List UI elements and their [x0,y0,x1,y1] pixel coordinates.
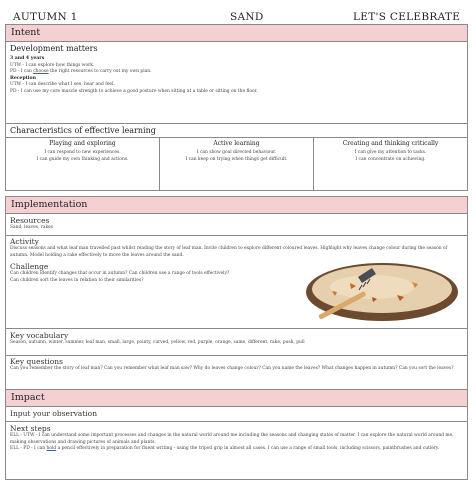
dm-utw-3-4: UTW - I can explore how things work. [10,62,95,68]
col-line: I can show goal directed behaviour. [196,150,277,155]
col-line: I can respond to new experiences. [44,150,121,155]
col-heading: Active learning [213,140,260,147]
topic-label: SAND [230,11,264,23]
vocabulary-text: Season, autumn, winter, summer, leaf man, small, large, pointy, curved, yellow, red, purple, orange, same, different, rake, push, pull [10,340,305,345]
resources-block [6,214,467,236]
characteristics-of-learning [6,124,467,190]
next-step-utw: ELL - UTW - I can understand some important processes and changes in the natural world around me including the seasons and changing states of matter. I can explore the natural world around me, making observations and drawing pictures of animals and plants. [10,433,454,445]
next-step-pd-prefix: ELL - PD - I can [10,446,47,451]
intent-section [5,24,468,191]
col-creating-thinking [314,138,467,190]
activity-block [6,236,467,329]
col-active-learning [160,138,314,190]
activity-text: Discuss seasons and what leaf man travelled past whilst reading the story of leaf man. Invite children to explore different coloured leaves. Highlight why leaves change colour during the season of autumn. Model holding a rake effectively to move the leaves around the sand. [10,246,448,258]
vocabulary-block [6,329,467,356]
characteristics-columns [6,137,467,190]
col-playing-exploring [6,138,160,190]
col-line: I can give my attention to tasks. [354,150,427,155]
intent-heading: Intent [6,25,467,42]
questions-text: Can you remember the story of leaf man? Can you remember what leaf man saw? Why do leaves change colour? Can you name the leaves? What changes happen in autumn? Can you sort the leaves? [10,366,454,371]
age-group-3-4: 3 and 4 years [10,56,45,61]
dm-pd-suffix: the right resources to carry out my own plan. [48,69,152,74]
underlined-word: hold [46,446,57,451]
challenge-q2: Can children sort the leaves in relation to their similarities? [10,277,144,283]
dm-pd-prefix: PD - I can [10,69,34,74]
questions-block [6,356,467,390]
observation-block [6,407,467,422]
col-heading: Creating and thinking critically [342,140,439,147]
age-group-reception: Reception [10,75,36,81]
page-header [5,0,468,24]
term-label: AUTUMN 1 [13,11,78,23]
resources-text: Sand, leaves, rakes [10,225,54,230]
questions-title: Key questions [10,357,63,366]
dm-utw-reception: UTW - I can describe what I see, hear and feel. [10,82,115,87]
next-steps-title: Next steps [10,424,51,433]
development-matters [6,42,467,124]
theme-title: LET'S CELEBRATE [353,11,461,23]
sand-tray-image [302,255,460,325]
col-line: I can concentrate on achieving. [355,157,426,162]
challenge-title: Challenge [10,262,49,271]
implementation-heading: Implementation [6,197,467,214]
characteristics-title: Characteristics of effective learning [10,126,156,135]
col-line: I can keep on trying when things get difficult. [185,157,288,162]
next-steps-block [6,422,467,479]
next-step-pd [6,446,467,453]
challenge-q1: Can children identify changes that occur in autumn? Can children use a range of tools effectively? [10,271,230,276]
observation-field[interactable]: Input your observation [10,409,98,418]
development-title: Development matters [10,44,98,53]
next-step-pd-suffix: a pencil effectively in preparation for fluent writing - using the tripod grip in almost all cases. I can use a range of small tools, including scissors, paintbrushes and cutlery. [56,446,440,451]
dm-pd-reception: PD - I can use my core muscle strength to achieve a good posture when sitting at a table or sitting on the floor. [10,88,258,94]
resources-title: Resources [10,216,50,225]
col-line: I can guide my own thinking and actions. [36,157,129,162]
impact-heading: Impact [6,390,467,407]
col-heading: Playing and exploring [49,140,116,147]
planning-page [5,0,468,480]
underlined-word: choose [33,69,49,74]
implementation-section [5,196,468,480]
activity-title: Activity [10,237,39,246]
vocabulary-title: Key vocabulary [10,331,69,340]
